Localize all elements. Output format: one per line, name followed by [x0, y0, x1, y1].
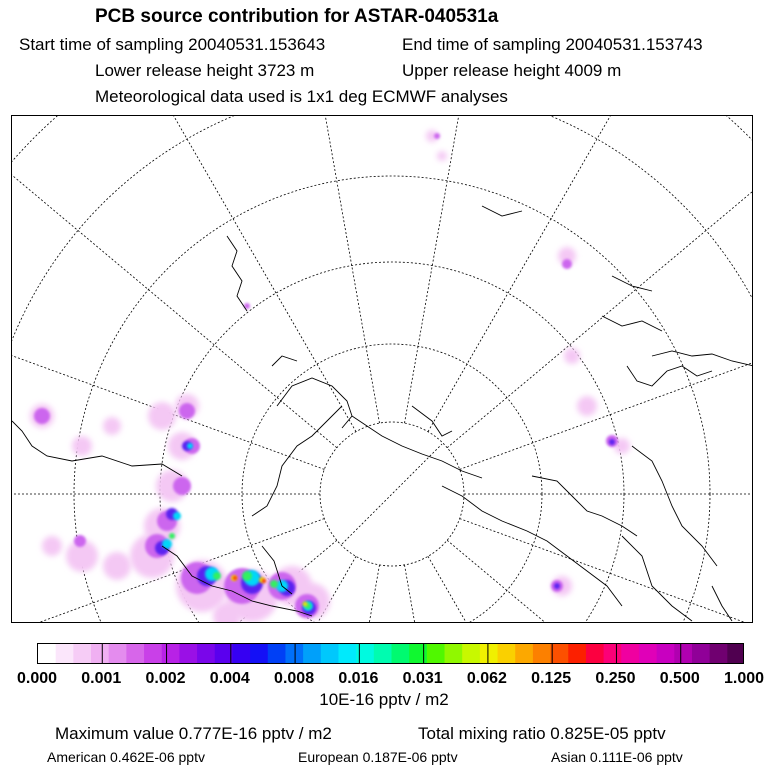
- coastline-segment: [412, 406, 452, 436]
- color-scale-tick-label: 1.000: [723, 670, 765, 687]
- meridian-line: [342, 444, 442, 544]
- contribution-blob: [42, 536, 62, 556]
- color-swatch: [144, 644, 162, 664]
- color-swatch: [215, 644, 233, 664]
- color-scale-tick-label: 0.002: [145, 670, 186, 687]
- color-swatch: [727, 644, 744, 664]
- contribution-blob: [187, 443, 193, 449]
- color-swatch: [674, 644, 692, 664]
- coastline-segment: [272, 356, 297, 366]
- color-scale-tick-label: 0.125: [531, 670, 572, 687]
- coastline-segment: [227, 236, 247, 311]
- contribution-blob: [562, 259, 572, 269]
- latitude-circle: [160, 262, 624, 623]
- color-swatch: [621, 644, 639, 664]
- contribution-blob: [303, 602, 308, 607]
- european-contribution: European 0.187E-06 pptv: [298, 749, 458, 765]
- color-swatch: [162, 644, 180, 664]
- source-contribution-field: [30, 130, 630, 623]
- color-scale-tick-label: 0.250: [595, 670, 636, 687]
- color-swatch: [568, 644, 586, 664]
- color-swatch: [126, 644, 144, 664]
- meridian-line: [447, 116, 753, 448]
- color-swatch: [498, 644, 516, 664]
- color-swatch: [250, 644, 268, 664]
- meridian-line: [460, 519, 753, 623]
- contribution-blob: [213, 572, 221, 580]
- color-swatch: [303, 644, 321, 664]
- total-mixing-ratio-label: Total mixing ratio 0.825E-05 pptv: [418, 724, 666, 743]
- meridian-line: [460, 186, 753, 469]
- color-swatch: [462, 644, 480, 664]
- contribution-blob: [609, 439, 615, 445]
- meridian-line: [428, 116, 753, 432]
- polar-map: [11, 115, 753, 623]
- color-swatch: [392, 644, 410, 664]
- color-swatch: [657, 644, 675, 664]
- lat-lon-grid: [12, 116, 753, 623]
- coastline-segment: [652, 351, 753, 366]
- latitude-circle: [12, 116, 753, 623]
- color-swatch: [38, 644, 56, 664]
- meridian-line: [405, 116, 549, 423]
- contribution-blob: [74, 535, 86, 547]
- color-swatch: [604, 644, 622, 664]
- contribution-blob: [103, 552, 131, 580]
- start-time-label: Start time of sampling 20040531.153643: [19, 35, 326, 54]
- coastline-segment: [612, 276, 652, 291]
- color-swatch: [427, 644, 445, 664]
- american-contribution: American 0.462E-06 pptv: [47, 749, 205, 765]
- color-swatch: [445, 644, 463, 664]
- color-scale-tick-label: 0.031: [402, 670, 443, 687]
- contribution-blob: [169, 533, 175, 539]
- contribution-blob: [577, 396, 597, 416]
- polar-stereographic-projection: [12, 116, 753, 623]
- contribution-blob: [103, 417, 121, 435]
- color-swatch: [73, 644, 91, 664]
- color-scale-tick-label: 0.001: [81, 670, 122, 687]
- color-scale-tick-label: 0.062: [466, 670, 507, 687]
- color-scale-swatches: [38, 644, 744, 664]
- color-scale-tick-label: 0.500: [659, 670, 700, 687]
- coastline-segment: [627, 366, 712, 386]
- contribution-blob: [72, 436, 92, 456]
- contribution-blob: [554, 583, 560, 589]
- contribution-blob: [173, 477, 191, 495]
- color-swatch: [321, 644, 339, 664]
- coastline-segment: [602, 316, 662, 331]
- meridian-line: [12, 116, 337, 448]
- meridian-line: [12, 116, 356, 432]
- color-swatch: [710, 644, 728, 664]
- color-swatch: [409, 644, 427, 664]
- contribution-blob: [262, 579, 266, 583]
- color-swatch: [268, 644, 286, 664]
- color-swatch: [91, 644, 109, 664]
- contribution-blob: [173, 512, 181, 520]
- color-swatch: [692, 644, 710, 664]
- coastline-segment: [482, 206, 522, 216]
- color-swatch: [56, 644, 74, 664]
- color-swatch: [374, 644, 392, 664]
- color-scale-tick-label: 0.008: [274, 670, 315, 687]
- latitude-circle: [320, 422, 464, 566]
- latitude-circle: [12, 116, 753, 623]
- color-swatch: [551, 644, 569, 664]
- contribution-blob: [270, 580, 278, 588]
- met-data-label: Meteorological data used is 1x1 deg ECMWF analyses: [95, 87, 508, 106]
- color-swatch: [179, 644, 197, 664]
- color-swatch: [197, 644, 215, 664]
- color-swatch: [639, 644, 657, 664]
- contribution-blob: [437, 151, 447, 161]
- coastline-segment: [622, 536, 692, 621]
- max-value-label: Maximum value 0.777E-16 pptv / m2: [55, 724, 332, 743]
- coastline-segment: [632, 446, 717, 566]
- color-swatch: [338, 644, 356, 664]
- contribution-blob: [233, 576, 237, 580]
- color-swatch: [109, 644, 127, 664]
- color-scale-tick-label: 0.000: [16, 670, 58, 687]
- coastline-segment: [442, 486, 622, 606]
- coastline-segment: [712, 586, 732, 621]
- contribution-blob: [564, 348, 580, 364]
- map-title: PCB source contribution for ASTAR-040531a: [95, 6, 499, 27]
- color-scale-tick-label: 0.016: [338, 670, 379, 687]
- contribution-blob: [242, 571, 252, 581]
- contribution-blob: [34, 408, 50, 424]
- color-swatch: [533, 644, 551, 664]
- meridian-line: [236, 116, 380, 423]
- lower-release-label: Lower release height 3723 m: [95, 61, 315, 80]
- color-swatch: [232, 644, 250, 664]
- contribution-blob: [434, 133, 440, 139]
- contribution-blob: [148, 402, 176, 430]
- contribution-blob: [179, 403, 195, 419]
- color-swatch: [515, 644, 533, 664]
- meridian-line: [428, 556, 753, 623]
- meridian-line: [405, 565, 549, 623]
- color-scale-tick-label: 0.004: [209, 670, 250, 687]
- upper-release-label: Upper release height 4009 m: [402, 61, 622, 80]
- coastline-segment: [12, 421, 182, 476]
- coastline-segment: [252, 406, 342, 516]
- color-scale-bar: [37, 643, 744, 664]
- end-time-label: End time of sampling 20040531.153743: [402, 35, 703, 54]
- color-swatch: [586, 644, 604, 664]
- color-swatch: [480, 644, 498, 664]
- color-scale-unit: 10E-16 pptv / m2: [319, 690, 449, 709]
- asian-contribution: Asian 0.111E-06 pptv: [551, 749, 683, 765]
